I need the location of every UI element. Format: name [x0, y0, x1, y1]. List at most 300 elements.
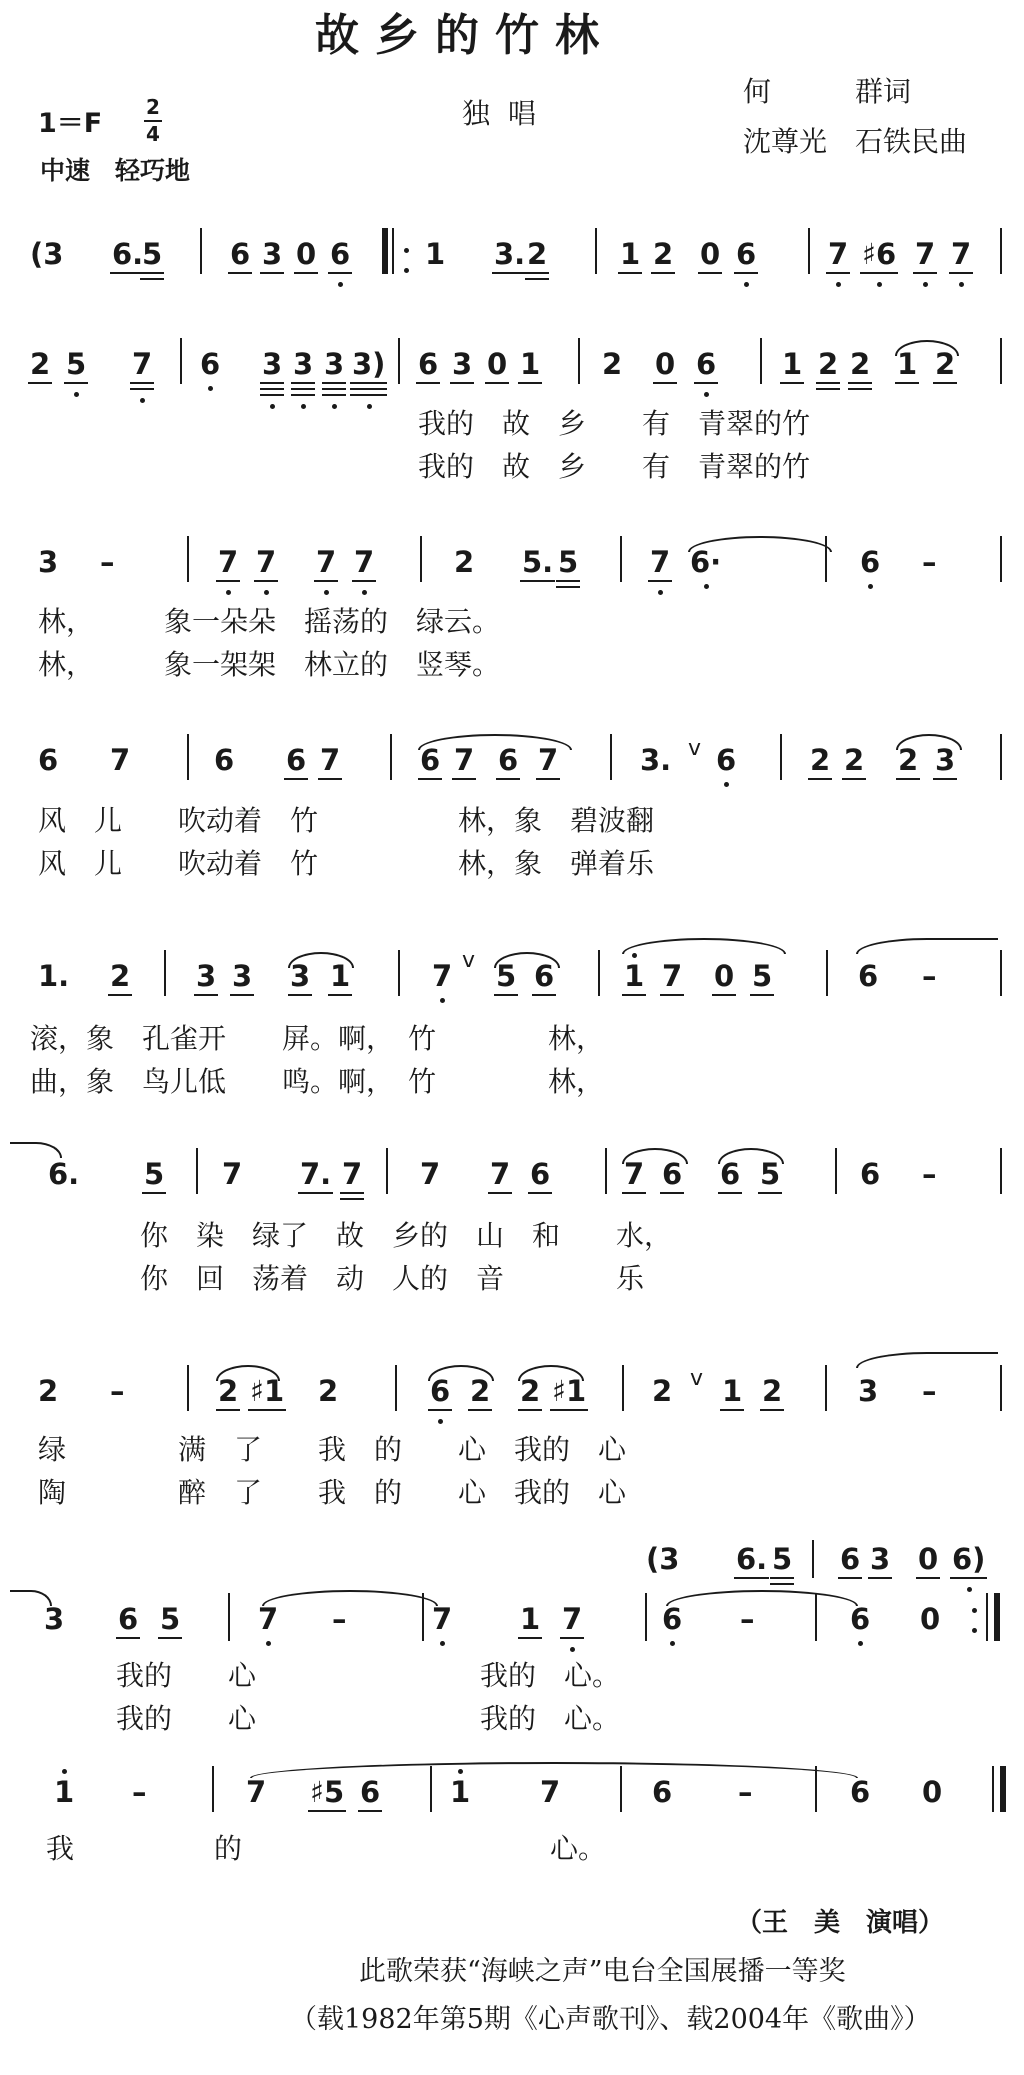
- underline: [260, 388, 284, 390]
- note: 7: [432, 962, 452, 991]
- note: 6: [430, 1377, 450, 1406]
- lyrics-r6-v1: 你 染 绿了 故 乡的 山 和 水，: [140, 1219, 673, 1252]
- note: 7: [454, 746, 474, 775]
- barline: [1000, 536, 1002, 582]
- note: 3: [196, 962, 216, 991]
- octave-dot: [836, 282, 841, 287]
- note: 1: [425, 237, 446, 271]
- underline: [895, 382, 919, 384]
- note: 6: [860, 1157, 881, 1191]
- note: 2: [898, 746, 918, 775]
- note: 5: [144, 1160, 164, 1189]
- octave-dot: [367, 404, 372, 409]
- note: 3: [324, 350, 344, 379]
- barline: [825, 1365, 827, 1411]
- barline: [228, 1593, 230, 1641]
- time-denominator: 4: [146, 122, 160, 146]
- note: –: [332, 1602, 347, 1636]
- barline: [622, 1365, 624, 1411]
- underline: [130, 382, 154, 384]
- octave-dot: [208, 386, 213, 391]
- note: 3: [44, 1602, 65, 1636]
- slur-tie: [288, 952, 354, 968]
- note: 6: [850, 1775, 871, 1809]
- note: 7: [432, 1605, 452, 1634]
- note: –: [922, 1374, 937, 1408]
- lyrics-r9-v1: 我 的 心。: [46, 1832, 607, 1865]
- slur-tie: [428, 1365, 494, 1381]
- repeat-dot: [404, 248, 409, 253]
- underline: [308, 1810, 346, 1812]
- barline: [1000, 338, 1002, 384]
- octave-dot: [744, 282, 749, 287]
- note: 6: [214, 743, 235, 777]
- note: 6.: [48, 1157, 80, 1191]
- underline: [452, 778, 476, 780]
- barline: [392, 228, 394, 274]
- note: 2: [454, 545, 475, 579]
- underline: [230, 994, 254, 996]
- underline: [838, 1577, 862, 1579]
- note: 6: [534, 962, 554, 991]
- underline: [140, 272, 164, 274]
- octave-dot: [570, 1647, 575, 1652]
- note: –: [100, 545, 115, 579]
- underline: [770, 1577, 794, 1579]
- underline: [848, 382, 872, 384]
- underline: [648, 580, 672, 582]
- note: 7: [342, 1160, 362, 1189]
- slur-tie: [262, 1590, 438, 1606]
- note: 3.: [494, 240, 525, 269]
- underline: [550, 1409, 588, 1411]
- octave-dot: [324, 590, 329, 595]
- underline: [556, 580, 580, 582]
- note: 1: [782, 350, 802, 379]
- barline: [200, 228, 202, 274]
- note: 5: [142, 240, 162, 269]
- octave-dot: [877, 282, 882, 287]
- underline: [622, 994, 646, 996]
- barline: [196, 1148, 198, 1194]
- octave-dot: [704, 392, 709, 397]
- note: 3): [352, 350, 385, 379]
- underline: [158, 1637, 182, 1639]
- underline: [518, 1637, 542, 1639]
- barline: [598, 950, 600, 996]
- song-title: 故乡的竹林: [315, 10, 615, 61]
- barline: [994, 1593, 1000, 1641]
- note: 7: [951, 240, 971, 269]
- lyrics-r4-v2: 风 儿 吹动着 竹 林，象 弹着乐: [38, 847, 655, 880]
- barline: [1000, 950, 1002, 996]
- note: 7: [650, 548, 670, 577]
- octave-dot: [62, 1769, 67, 1774]
- barline: [180, 338, 182, 384]
- note: 5: [558, 548, 578, 577]
- underline: [933, 382, 957, 384]
- underline: [488, 1192, 512, 1194]
- slur-tie: [718, 1148, 784, 1164]
- underline: [848, 388, 872, 390]
- note: –: [132, 1775, 147, 1809]
- underline: [826, 272, 850, 274]
- note: 7: [354, 548, 374, 577]
- lyrics-r2-v2: 我的 故 乡 有 青翠的竹: [418, 450, 811, 483]
- underline: [358, 1810, 382, 1812]
- note: 6: [736, 240, 756, 269]
- underline: [660, 1192, 684, 1194]
- underline: [294, 272, 318, 274]
- underline: [291, 388, 315, 390]
- underline: [428, 1409, 452, 1411]
- underline: [896, 778, 920, 780]
- underline: [340, 1198, 364, 1200]
- barline: [595, 228, 597, 274]
- underline: [284, 778, 308, 780]
- note: 2: [38, 1374, 59, 1408]
- note: 1: [54, 1778, 74, 1807]
- lyrics-r6-v2: 你 回 荡着 动 人的 音 乐: [140, 1262, 645, 1295]
- underline: [808, 778, 832, 780]
- underline: [260, 272, 284, 274]
- slur-tie: [856, 1352, 998, 1368]
- barline: [605, 1148, 607, 1194]
- octave-dot: [440, 1641, 445, 1646]
- barline: [578, 338, 580, 384]
- barline: [398, 338, 400, 384]
- note: ♯1: [250, 1377, 284, 1406]
- barline: [395, 1365, 397, 1411]
- note: 7: [110, 743, 131, 777]
- note: 3: [262, 240, 282, 269]
- note: 2: [30, 350, 50, 379]
- octave-dot: [670, 1641, 675, 1646]
- note: 2: [818, 350, 838, 379]
- barline: [164, 950, 166, 996]
- publication-source: （载1982年第5期《心声歌刊》、载2004年《歌曲》）: [290, 2004, 931, 2035]
- note: 5: [66, 350, 86, 379]
- note: 0: [655, 350, 675, 379]
- repeat-dot: [972, 1608, 977, 1613]
- note: 6: [716, 746, 736, 775]
- octave-dot: [74, 392, 79, 397]
- underline: [350, 388, 387, 390]
- underline: [816, 382, 840, 384]
- note: 1: [330, 962, 350, 991]
- underline: [520, 580, 555, 582]
- note: (3: [30, 237, 64, 271]
- note: 3: [452, 350, 472, 379]
- breath-mark: v: [688, 736, 702, 761]
- repeat-dot: [972, 1628, 977, 1633]
- underline: [350, 394, 387, 396]
- underline: [532, 994, 556, 996]
- underline: [528, 1192, 552, 1194]
- repeat-dot: [404, 268, 409, 273]
- slur-tie: [10, 1590, 52, 1606]
- octave-dot: [270, 404, 275, 409]
- note: 7: [316, 548, 336, 577]
- underline: [734, 1577, 769, 1579]
- underline: [322, 388, 346, 390]
- barline: [1000, 1148, 1002, 1194]
- note: 7: [246, 1775, 267, 1809]
- note: 7: [915, 240, 935, 269]
- note: 6: [696, 350, 716, 379]
- note: 5: [160, 1605, 180, 1634]
- octave-dot: [440, 998, 445, 1003]
- slur-tie: [622, 1148, 688, 1164]
- barline: [645, 1593, 647, 1641]
- note: 3: [232, 962, 252, 991]
- note: 2: [653, 240, 673, 269]
- underline: [758, 1192, 782, 1194]
- key-signature: 1＝F: [38, 108, 103, 139]
- barline: [382, 228, 388, 274]
- slur-tie: [250, 1762, 858, 1778]
- underline: [116, 1637, 140, 1639]
- octave-dot: [226, 590, 231, 595]
- note: 3: [290, 962, 310, 991]
- underline: [916, 1577, 940, 1579]
- lyrics-r7-v2: 陶 醉 了 我 的 心 我的 心: [38, 1476, 627, 1509]
- barline: [420, 536, 422, 582]
- underline: [328, 272, 352, 274]
- underline: [340, 1192, 364, 1194]
- note: 1: [722, 1377, 742, 1406]
- barline: [992, 1766, 994, 1812]
- barline: [760, 338, 762, 384]
- underline: [518, 1409, 542, 1411]
- underline: [518, 382, 542, 384]
- barline: [780, 734, 782, 780]
- note: 7: [320, 746, 340, 775]
- underline: [913, 272, 937, 274]
- underline: [949, 272, 973, 274]
- barline: [390, 734, 392, 780]
- underline: [485, 382, 509, 384]
- note: (3: [646, 1542, 680, 1576]
- lyrics-r5-v1: 滚，象 孔雀开 屏。啊， 竹 林，: [30, 1022, 605, 1055]
- underline: [718, 1192, 742, 1194]
- underline: [108, 994, 132, 996]
- octave-dot: [967, 1587, 972, 1592]
- underline: [660, 994, 684, 996]
- note: 6.: [736, 1545, 767, 1574]
- note: 0: [922, 1775, 943, 1809]
- note: 6: [662, 1160, 682, 1189]
- underline: [468, 1409, 492, 1411]
- note: 7: [218, 548, 238, 577]
- underline: [712, 994, 736, 996]
- underline: [228, 272, 252, 274]
- underline: [780, 382, 804, 384]
- octave-dot: [724, 782, 729, 787]
- barline: [610, 734, 612, 780]
- barline: [812, 1540, 814, 1578]
- note: 6: [498, 746, 518, 775]
- underline: [216, 580, 240, 582]
- note: 6: [230, 240, 250, 269]
- barline: [1000, 734, 1002, 780]
- note: 3: [293, 350, 313, 379]
- note: 2: [527, 240, 547, 269]
- composer-credit: 沈尊光 石铁民曲: [743, 125, 968, 158]
- note: 7.: [300, 1160, 331, 1189]
- octave-dot: [362, 590, 367, 595]
- underline: [868, 1577, 892, 1579]
- note: 6: [118, 1605, 138, 1634]
- note: 6: [530, 1160, 550, 1189]
- note: 3: [38, 545, 59, 579]
- note: 6: [286, 746, 306, 775]
- slur-tie: [494, 952, 560, 968]
- slur-tie: [895, 340, 959, 356]
- note: 7: [490, 1160, 510, 1189]
- underline: [770, 1583, 794, 1585]
- note: 3: [935, 746, 955, 775]
- slur-tie: [418, 734, 572, 750]
- underline: [653, 382, 677, 384]
- underline: [248, 1409, 286, 1411]
- underline: [260, 394, 284, 396]
- note: 0: [714, 962, 734, 991]
- barline: [398, 950, 400, 996]
- underline: [492, 272, 527, 274]
- note: 6: [720, 1160, 740, 1189]
- note: 7: [540, 1775, 561, 1809]
- note: 3.: [640, 743, 672, 777]
- note: 6.: [112, 240, 143, 269]
- note: 1: [620, 240, 640, 269]
- barline: [212, 1766, 214, 1812]
- note: 7: [538, 746, 558, 775]
- note: 5: [752, 962, 772, 991]
- note: 0: [918, 1545, 938, 1574]
- slur-tie: [896, 734, 962, 750]
- barline: [1000, 1766, 1006, 1812]
- note: 6: [330, 240, 350, 269]
- underline: [842, 778, 866, 780]
- underline: [816, 388, 840, 390]
- note: 7: [562, 1605, 582, 1634]
- note: 6: [662, 1605, 682, 1634]
- barline: [187, 1365, 189, 1411]
- note: 2: [470, 1377, 490, 1406]
- underline: [694, 382, 718, 384]
- underline: [28, 382, 52, 384]
- underline: [760, 1409, 784, 1411]
- underline: [494, 994, 518, 996]
- note: 1: [624, 962, 644, 991]
- note: 1: [520, 350, 540, 379]
- note: 5: [772, 1545, 792, 1574]
- time-numerator: 2: [146, 95, 160, 119]
- note: 6): [952, 1545, 985, 1574]
- award-note: 此歌荣获“海峡之声”电台全国展播一等奖: [359, 1956, 846, 1987]
- note: 2: [318, 1374, 339, 1408]
- note: 7: [258, 1605, 278, 1634]
- underline: [130, 388, 154, 390]
- note: –: [738, 1775, 753, 1809]
- underline: [950, 1577, 987, 1579]
- underline: [525, 272, 549, 274]
- underline: [536, 778, 560, 780]
- underline: [298, 1192, 333, 1194]
- note: 7: [222, 1157, 243, 1191]
- note: 6: [652, 1775, 673, 1809]
- note: 2: [850, 350, 870, 379]
- note: 2: [520, 1377, 540, 1406]
- octave-dot: [266, 1641, 271, 1646]
- note: 0: [700, 240, 720, 269]
- barline: [386, 1148, 388, 1194]
- note: 6: [850, 1605, 870, 1634]
- barline: [620, 536, 622, 582]
- underline: [291, 382, 315, 384]
- note: 7: [828, 240, 848, 269]
- note: 2: [602, 347, 623, 381]
- note: 5.: [522, 548, 553, 577]
- barline: [835, 1148, 837, 1194]
- underline: [618, 272, 642, 274]
- underline: [860, 272, 898, 274]
- note: 2: [110, 962, 130, 991]
- note: 1: [520, 1605, 540, 1634]
- note: 6: [858, 959, 879, 993]
- octave-dot: [332, 404, 337, 409]
- note: –: [110, 1374, 125, 1408]
- lyrics-r7-v1: 绿 满 了 我 的 心 我的 心: [38, 1433, 627, 1466]
- note: –: [740, 1602, 755, 1636]
- lyrics-r3-v2: 林， 象一架架 林立的 竖琴。: [38, 648, 501, 681]
- underline: [260, 382, 284, 384]
- note: 7: [132, 350, 152, 379]
- underline: [288, 994, 312, 996]
- underline: [525, 278, 549, 280]
- note: 3: [262, 350, 282, 379]
- breath-mark: v: [462, 948, 476, 973]
- underline: [750, 994, 774, 996]
- underline: [496, 778, 520, 780]
- underline: [651, 272, 675, 274]
- underline: [64, 382, 88, 384]
- tempo-marking: 中速 轻巧地: [40, 156, 191, 185]
- note: 2: [762, 1377, 782, 1406]
- underline: [314, 580, 338, 582]
- note: 7: [662, 962, 682, 991]
- underline: [140, 278, 164, 280]
- note: 7: [624, 1160, 644, 1189]
- underline: [418, 778, 442, 780]
- slur-tie: [856, 938, 998, 954]
- underline: [318, 778, 342, 780]
- note: 1.: [38, 959, 70, 993]
- note: –: [922, 1157, 937, 1191]
- barline: [1000, 228, 1002, 274]
- underline: [254, 580, 278, 582]
- note: 1: [450, 1778, 470, 1807]
- barline: [825, 536, 827, 582]
- note: 7: [256, 548, 276, 577]
- note: ♯5: [310, 1778, 344, 1807]
- lyrics-r2-v1: 我的 故 乡 有 青翠的竹: [418, 407, 811, 440]
- underline: [322, 382, 346, 384]
- octave-dot: [868, 584, 873, 589]
- note: 6: [840, 1545, 860, 1574]
- octave-dot: [140, 398, 145, 403]
